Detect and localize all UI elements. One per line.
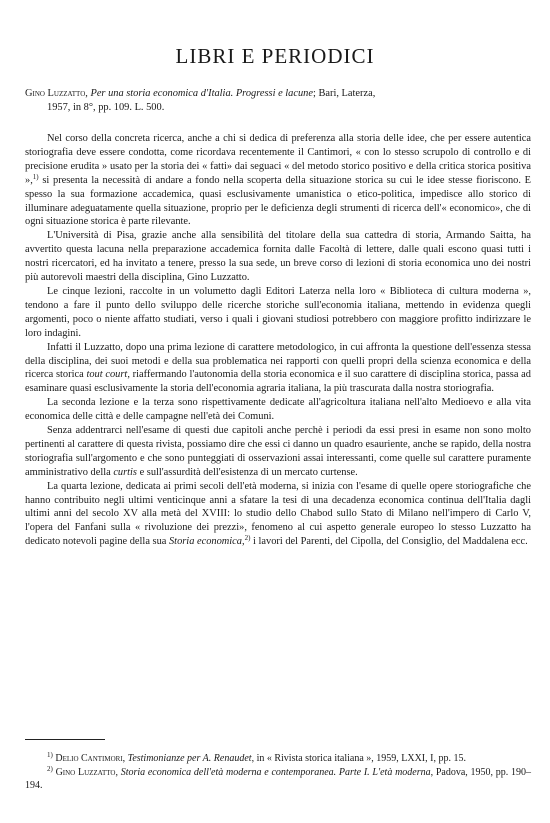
book-reference: Gino Luzzatto, Per una storia economica d'Italia. Progressi e lacune; Bari, Laterza, 1957, in 8°, pp. 109. L. 500.	[25, 87, 531, 115]
paragraph: Senza addentrarci nell'esame di questi due capitoli anche perchè i periodi da essi presi in esame non sono molto pertinenti al carattere di questa rivista, possiamo dire che essi ci danno un quadro esauriente, anche se rapido, della nostra storiografia sull'argomento e che sono punteggiati di osservazioni assai interessanti, come quelle sul carattere puramente amministrativo della curtis e sull'assurdità dell'esistenza di un mercato curtense.	[25, 425, 531, 478]
review-body	[25, 132, 531, 549]
footnotes	[25, 752, 531, 793]
reference-publisher: ; Bari, Laterza,	[312, 88, 376, 99]
paragraph: Le cinque lezioni, raccolte in un volumetto dagli Editori Laterza nella loro « Biblioteca di cultura moderna », tendono a fare il punto dello sviluppo delle ricerche storiche sull'economia italiana, mettendo in evidenza quegli argomenti, poco o niente affatto studiati, verso i quali i giovani studiosi potrebbero con maggiore profitto indirizzare le loro indagini.	[25, 285, 531, 339]
footnote: $^{1)}$ Delio Cantimori, Testimonianze per A. Renaudet, in « Rivista storica italiana », 1959, LXXI, I, pp. 15.	[47, 751, 466, 764]
footnote-ref: 2)	[244, 534, 251, 543]
paragraph: Nel corso della concreta ricerca, anche a chi si dedica di preferenza alla storia delle idee, che per essere autentica storiografia deve essere condotta, come ricordava recentemente il Cantimori, « con lo stesso scrupolo di controllo e di precisione erudita » usato per la storia dei « fatti» dai seguaci « del metodo storico positivo e della critica storica positiva »,$^{1)}$ si presenta la necessità di andare a fondo nella scoperta della situazione storica su cui le idee stesse fioriscono. E spesso la sua formazione accademica, quasi esclusivamente umanistica o etico-politica, impedisce allo storico di illuminare adeguatamente quella situazione, proprio per le deficienza degli strumenti di ricerca dell'« economico», che di ogni situazione storica è parte rilevante.	[25, 133, 531, 228]
paragraph: Infatti il Luzzatto, dopo una prima lezione di carattere metodologico, in cui affronta la questione dell'essenza stessa della disciplina, dei suoi metodi e della sua problematica nei rapporti con quelli propri della scienza economica e della ricerca storica tout court, riaffermando l'autonomia della storia economica e il suo carattere di disciplina storica, passa ad esaminare quasi esclusivamente la storia dell'economia agraria italiana, la più trascurata dalla nostra storiografia.	[25, 341, 531, 395]
reference-book-title: Per una storia economica d'Italia. Progressi e lacune	[90, 88, 313, 99]
paragraph: La seconda lezione e la terza sono rispettivamente dedicate all'agricoltura italiana nell'alto Medioevo e alla vita economica delle città e delle campagne nell'età dei Comuni.	[25, 397, 531, 423]
footnote: $^{2)}$ Gino Luzzatto, Storia economica dell'età moderna e contemporanea. Parte I. L'età moderna, Padova, 1950, pp. 190–194.	[25, 764, 531, 791]
paragraph: L'Università di Pisa, grazie anche alla sensibilità del titolare della sua cattedra di storia, Armando Saitta, ha avvertito questa lacuna nella preparazione accademica fornita dalle Facoltà di lettere, dalle quali escono quasi tutti i nostri ricercatori, ed ha invitato a tenere, presso la sua sede, un breve corso di lezioni di storia economica uno dei nostri più autorevoli maestri della disciplina, Gino Luzzatto.	[25, 230, 531, 284]
page-title: LIBRI E PERIODICI	[175, 44, 375, 69]
reference-details: 1957, in 8°, pp. 109. L. 500.	[47, 101, 165, 113]
reference-author: Gino Luzzatto	[25, 88, 86, 99]
footnote-ref: 1)	[32, 172, 39, 181]
paragraph: La quarta lezione, dedicata ai primi secoli dell'età moderna, si inizia con l'esame di quelle opere storiografiche che hanno contribuito negli ultimi venticinque anni a sfatare la tesi di una decadenza economica continua dell'Italia dagli ultimi anni del secolo XV alla metà del XVIII: lo studio dello Chabod sullo Stato di Milano nell'impero di Carlo V, l'opera del Fanfani sulla « rivoluzione dei prezzi», fenomeno al cui aspetto generale europeo lo stesso Luzzatto ha dedicato notevoli pagine della sua Storia economica,$^{2)}$ i lavori del Parenti, del Cipolla, del Consiglio, del Maddalena ecc.	[25, 480, 531, 548]
footnote-divider	[25, 739, 105, 740]
